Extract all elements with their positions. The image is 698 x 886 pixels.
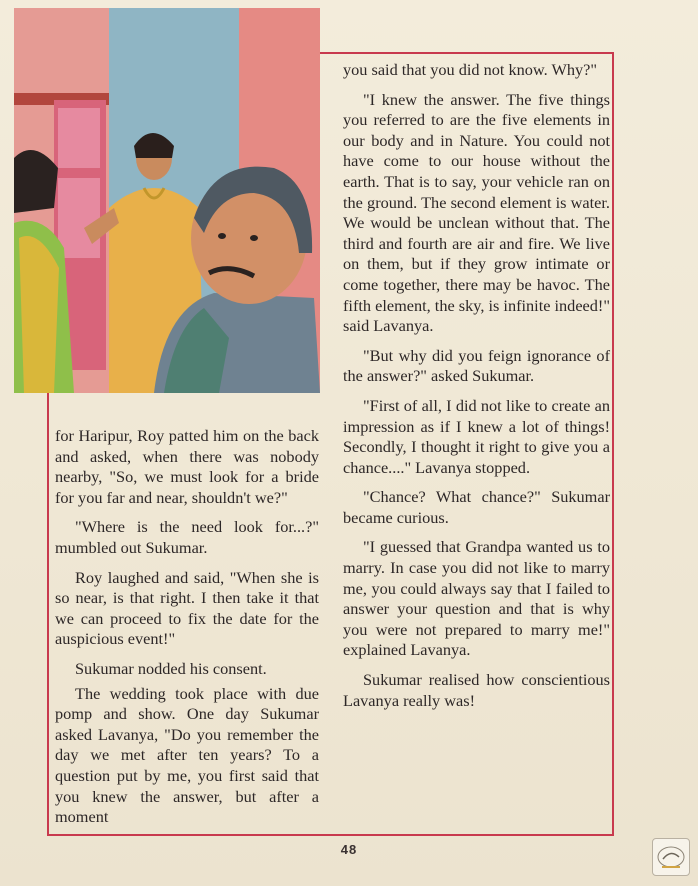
paragraph: "But why did you feign ignorance of the answer?" asked Sukumar. [343, 345, 610, 386]
frame-left-border [47, 393, 49, 836]
paragraph: "First of all, I did not like to create an impression as if I knew a lot of things! Secondly, I thought it right to give you a chance...." Lavanya stopped. [343, 395, 610, 477]
paragraph: The wedding took place with due pomp and show. One day Sukumar asked Lavanya, "Do you remember the day we met after ten years? To a question put by me, you first said that you knew the answer, but after a moment [55, 683, 319, 827]
left-text-column [55, 426, 319, 837]
library-stamp-icon [652, 838, 690, 876]
frame-right-border [612, 52, 614, 836]
illustration-art [14, 8, 320, 393]
story-illustration [14, 8, 320, 393]
frame-top-border [320, 52, 614, 54]
paragraph: for Haripur, Roy patted him on the back and asked, when there was nobody nearby, "So, we must look for a bride for you far and near, shouldn't we?" [55, 426, 319, 507]
paragraph: "Chance? What chance?" Sukumar became curious. [343, 487, 610, 527]
paragraph: "I guessed that Grandpa wanted us to marry. In case you did not like to marry me, you could always say that I failed to answer your question and that is why you were not prepared to marry me!" explained Lavanya. [343, 537, 610, 660]
paragraph: Sukumar realised how conscientious Lavanya really was! [343, 670, 610, 710]
right-text-column [343, 60, 610, 720]
paragraph: Sukumar nodded his consent. [75, 658, 267, 678]
paragraph: you said that you did not know. Why?" [343, 60, 598, 79]
paragraph: "I knew the answer. The five things you referred to are the five elements in our body and in Nature. You could not have come to our house without the earth. That is to say, your vehicle ran on the ground. The second element is water. We would be unclean without that. The third and fourth are air and fire. We live on them, but if they grow intimate or come together, there may be havoc. The fifth element, the sky, is infinite indeed!" said Lavanya. [343, 89, 610, 336]
paragraph: Roy laughed and said, "When she is so near, is that right. I then take it that we can proceed to fix the date for the auspicious event!" [55, 567, 319, 649]
page-number: 48 [340, 842, 358, 857]
paragraph: "Where is the need look for...?" mumbled out Sukumar. [55, 517, 319, 557]
